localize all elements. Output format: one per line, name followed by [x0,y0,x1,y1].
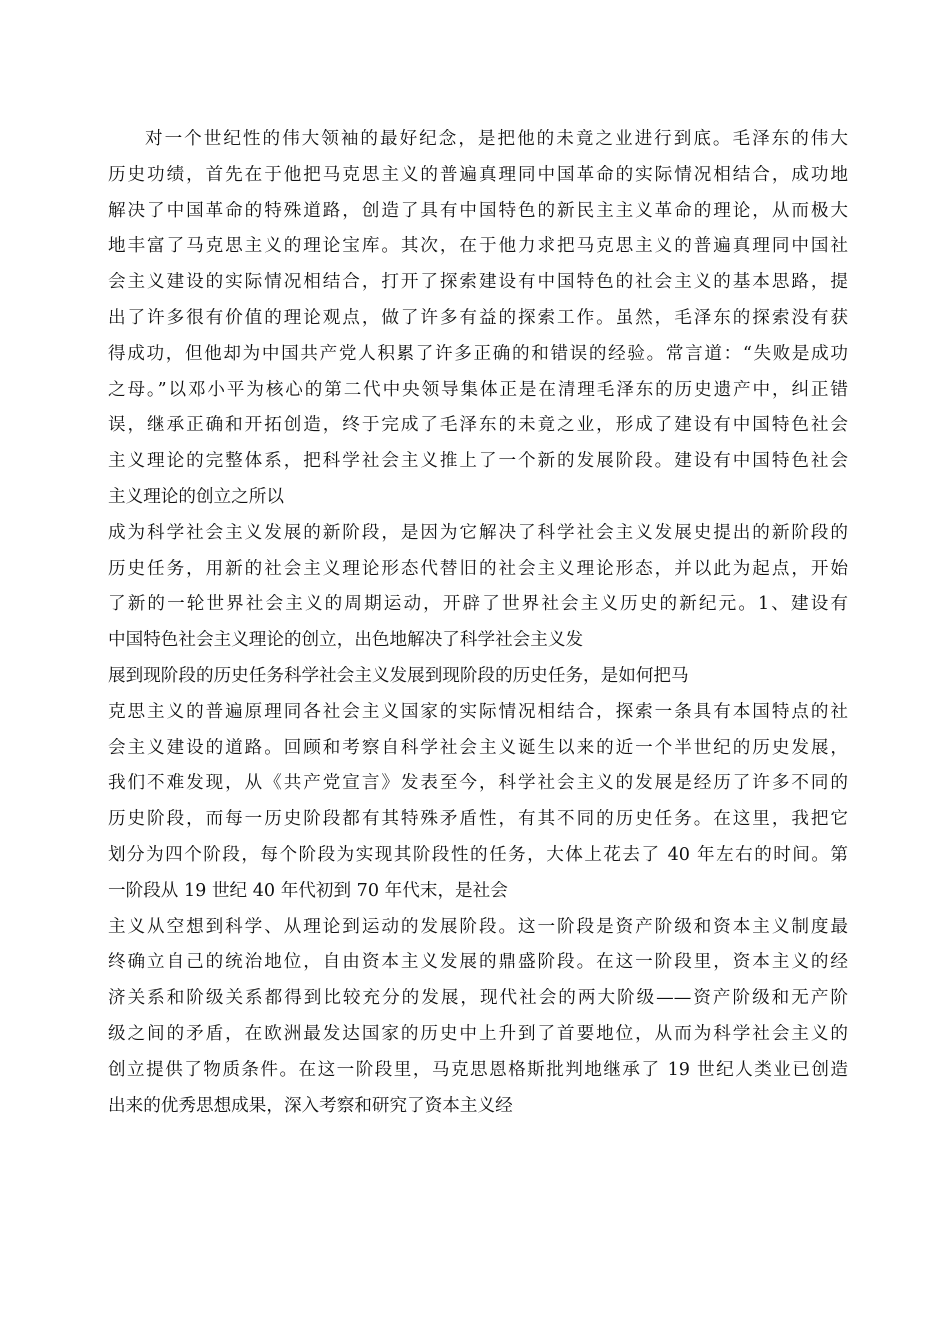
text-line: 划分为四个阶段，每个阶段为实现其阶段性的任务，大体上花去了 40 年左右的时间。第 [108,844,848,865]
text-line: 得成功，但他却为中国共产党人积累了许多正确的和错误的经验。常言道：“失败是成功 [108,343,848,364]
text-line: 成为科学社会主义发展的新阶段，是因为它解决了科学社会主义发展史提出的新阶段的 [108,522,848,543]
text-line: 我们不难发现，从《共产党宣言》发表至今，科学社会主义的发展是经历了许多不同的 [108,773,848,794]
text-line: 展到现阶段的历史任务科学社会主义发展到现阶段的历史任务，是如何把马 [108,665,689,686]
text-line: 一阶段从 19 世纪 40 年代初到 70 年代末，是社会 [108,880,508,901]
text-line: 主义从空想到科学、从理论到运动的发展阶段。这一阶段是资产阶级和资本主义制度最 [108,916,848,937]
text-line: 地丰富了马克思主义的理论宝库。其次，在于他力求把马克思主义的普遍真理同中国社 [108,236,848,257]
text-line: 解决了中国革命的特殊道路，创造了具有中国特色的新民主主义革命的理论，从而极大 [108,200,848,221]
text-line: 主义理论的完整体系，把科学社会主义推上了一个新的发展阶段。建设有中国特色社会 [108,451,848,472]
text-line: 会主义建设的道路。回顾和考察自科学社会主义诞生以来的近一个半世纪的历史发展， [108,737,848,758]
text-line: 了新的一轮世界社会主义的周期运动，开辟了世界社会主义历史的新纪元。1、建设有 [108,594,848,615]
text-line: 出了许多很有价值的理论观点，做了许多有益的探索工作。虽然，毛泽东的探索没有获 [108,307,848,328]
body-text [108,122,848,1124]
text-line: 济关系和阶级关系都得到比较充分的发展，现代社会的两大阶级——资产阶级和无产阶 [108,988,848,1009]
text-line: 主义理论的创立之所以 [108,486,284,507]
text-line: 出来的优秀思想成果，深入考察和研究了资本主义经 [108,1095,513,1116]
text-line: 历史功绩，首先在于他把马克思主义的普遍真理同中国革命的实际情况相结合，成功地 [108,164,848,185]
text-line: 误，继承正确和开拓创造，终于完成了毛泽东的未竟之业，形成了建设有中国特色社会 [108,415,848,436]
text-line: 历史阶段，而每一历史阶段都有其特殊矛盾性，有其不同的历史任务。在这里，我把它 [108,809,848,830]
text-line: 会主义建设的实际情况相结合，打开了探索建设有中国特色的社会主义的基本思路，提 [108,272,848,293]
text-line: 之母。”以邓小平为核心的第二代中央领导集体正是在清理毛泽东的历史遗产中，纠正错 [108,379,848,400]
text-line: 级之间的矛盾，在欧洲最发达国家的历史中上升到了首要地位，从而为科学社会主义的 [108,1023,848,1044]
text-line: 创立提供了物质条件。在这一阶段里，马克思恩格斯批判地继承了 19 世纪人类业已创造 [108,1059,848,1080]
text-line: 终确立自己的统治地位，自由资本主义发展的鼎盛阶段。在这一阶段里，资本主义的经 [108,952,848,973]
text-line: 对一个世纪性的伟大领袖的最好纪念，是把他的未竟之业进行到底。毛泽东的伟大 [145,129,848,149]
text-line: 中国特色社会主义理论的创立，出色地解决了科学社会主义发 [108,630,584,651]
text-line: 克思主义的普遍原理同各社会主义国家的实际情况相结合，探索一条具有本国特点的社 [108,701,848,722]
text-line: 历史任务，用新的社会主义理论形态代替旧的社会主义理论形态，并以此为起点，开始 [108,558,848,579]
